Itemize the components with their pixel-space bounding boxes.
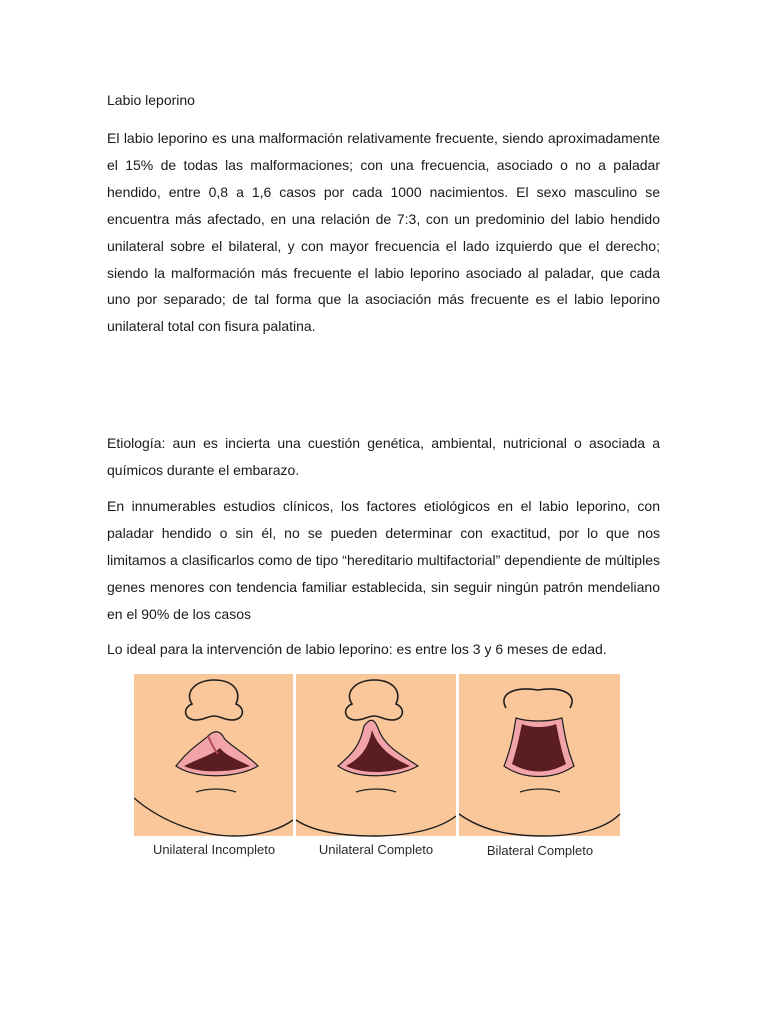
- panel-divider: [293, 674, 296, 836]
- paragraph-intro: El labio leporino es una malformación relativamente frecuente, siendo aproximadamente el 15% de todas las malformaciones; con una frecuencia, asociado o no a paladar hendido, entre 0,8 a 1,6 casos por cada 1000 nacimientos. El sexo masculino se encuentra más afectado, en una relación de 7:3, con un predominio del labio hendido unilateral sobre el bilateral, y con mayor frecuencia el lado izquierdo que el derecho; siendo la malformación más frecuente el labio leporino asociado al paladar, que cada uno por separado; de tal forma que la asociación más frecuente es el labio leporino unilateral total con fisura palatina.: [107, 130, 660, 335]
- paragraph-etiologia: Etiología: aun es incierta una cuestión genética, ambiental, nutricional o asociada a químicos durante el embarazo.: [107, 435, 660, 479]
- label-unilateral-completo: Unilateral Completo: [318, 842, 434, 857]
- paragraph-estudios: En innumerables estudios clínicos, los factores etiológicos en el labio leporino, con paladar hendido o sin él, no se pueden determinar con exactitud, por lo que nos limitamos a clasificarlos como de tipo “hereditario multifactorial” dependiente de múltiples genes menores con tendencia familiar establecida, sin seguir ningún patrón mendeliano en el 90% de los casos: [107, 498, 660, 622]
- cleft-lip-figure: [134, 674, 656, 870]
- label-unilateral-incompleto: Unilateral Incompleto: [152, 842, 276, 857]
- panel-divider: [456, 674, 459, 836]
- panel-bilateral-completo: [459, 674, 620, 836]
- section-title: Labio leporino: [107, 92, 195, 108]
- paragraph-intervencion: Lo ideal para la intervención de labio leporino: es entre los 3 y 6 meses de edad.: [107, 640, 607, 657]
- panel-unilateral-incompleto: [134, 674, 293, 836]
- panel-unilateral-completo: [296, 674, 456, 836]
- label-bilateral-completo: Bilateral Completo: [486, 843, 594, 858]
- document-body: [107, 90, 660, 663]
- cleft-lip-illustration: [134, 674, 656, 870]
